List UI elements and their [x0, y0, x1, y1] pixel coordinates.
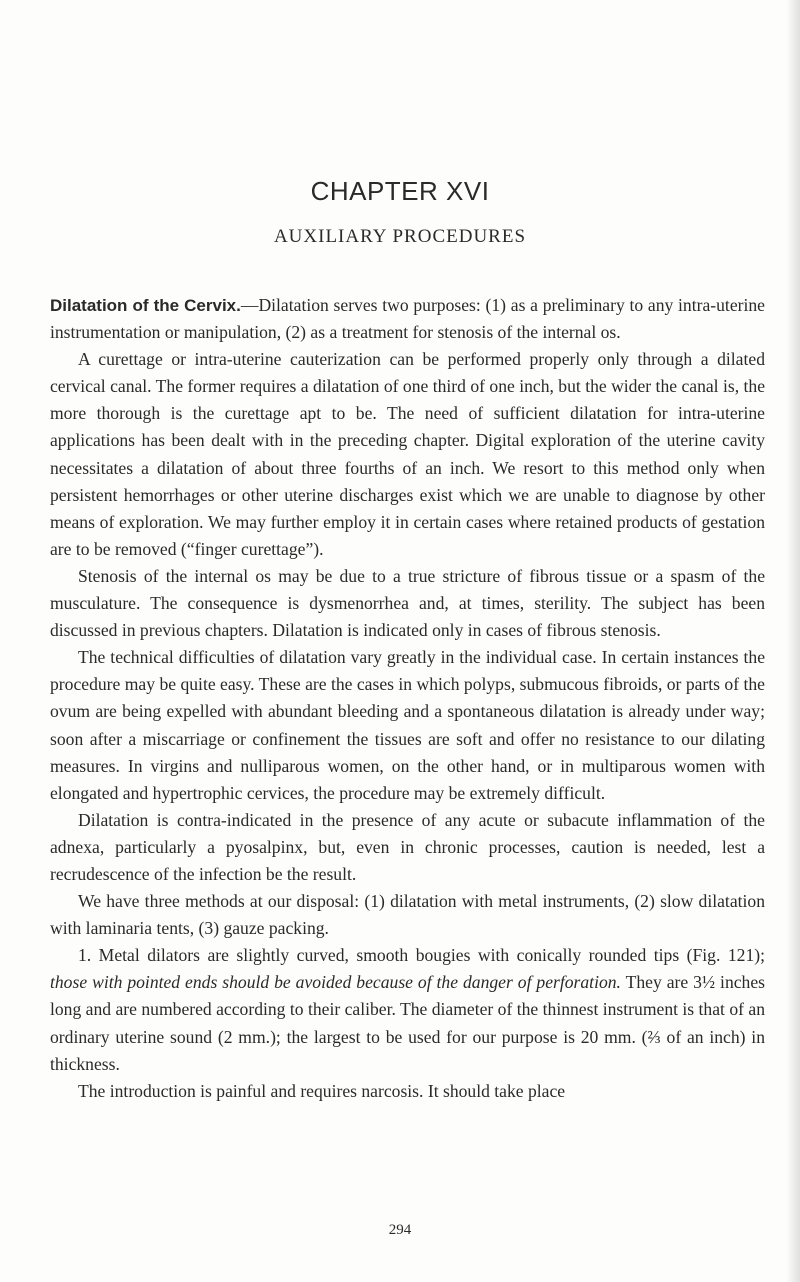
paragraph-1-text: —Dilatation serves two purposes: (1) as a preliminary to any intra-uterine instrumentation or manipulation, (2) as a treatment for stenosis of the internal os. [50, 295, 765, 343]
paragraph-3: Stenosis of the internal os may be due to a true stricture of fibrous tissue or a spasm of the musculature. The consequence is dysmenorrhea and, at times, sterility. The subject has been discussed in previous chapters. Dilatation is indicated only in cases of fibrous stenosis. [50, 565, 765, 641]
paragraph-1 [50, 292, 765, 346]
chapter-title: CHAPTER XVI [310, 176, 490, 206]
chapter-subtitle: AUXILIARY PROCEDURES [273, 226, 527, 247]
paragraph-6: We have three methods at our disposal: (1) dilatation with metal instruments, (2) slow dilatation with laminaria tents, (3) gauze packing. [50, 891, 765, 939]
paragraph-8: The introduction is painful and requires narcosis. It should take place [78, 1080, 566, 1101]
paragraph-4: The technical difficulties of dilatation vary greatly in the individual case. In certain instances the procedure may be quite easy. These are the cases in which polyps, submucous fibroids, or parts of the ovum are being expelled with abundant bleeding and a spontaneous dilatation is already under way; soon after a miscarriage or confinement the tissues are soft and offer no resistance to our dilating measures. In virgins and nulliparous women, on the other hand, or in multiparous women with elongated and hypertrophic cervices, the procedure may be extremely difficult. [50, 647, 765, 803]
paragraph-5: Dilatation is contra-indicated in the presence of any acute or subacute inflammation of the adnexa, particularly a pyosalpinx, but, even in chronic processes, caution is needed, lest a recrudescence of the infection be the result. [50, 809, 765, 884]
body-text [50, 292, 765, 1105]
paragraph-7-italic: those with pointed ends should be avoided because of the danger of perforation. [50, 972, 621, 993]
paragraph-7-text-a: 1. Metal dilators are slightly curved, smooth bougies with conically rounded tips (Fig. 121); [78, 945, 765, 966]
paragraph-7 [50, 942, 765, 1077]
section-heading-dilatation: Dilatation of the Cervix. [50, 296, 241, 315]
paragraph-7-text-b: They are 3½ inches long and are numbered according to their caliber. The diameter of the thinnest instrument is that of an ordinary uterine sound (2 mm.); the largest to be used for our purpose is 20 mm. (⅔ of an inch) in thickness. [50, 972, 765, 1074]
paragraph-2: A curettage or intra-uterine cauterization can be performed properly only through a dilated cervical canal. The former requires a dilatation of one third of one inch, but the wider the canal is, the more thorough is the curettage apt to be. The need of sufficient dilatation for intra-uterine applications has been dealt with in the preceding chapter. Digital exploration of the uterine cavity necessitates a dilatation of about three fourths of an inch. We resort to this method only when persistent hemorrhages or other uterine discharges exist which we are unable to diagnose by other means of exploration. We may further employ it in certain cases where retained products of gestation are to be removed (“finger curettage”). [50, 349, 765, 559]
page-number: 294 [388, 1222, 412, 1238]
